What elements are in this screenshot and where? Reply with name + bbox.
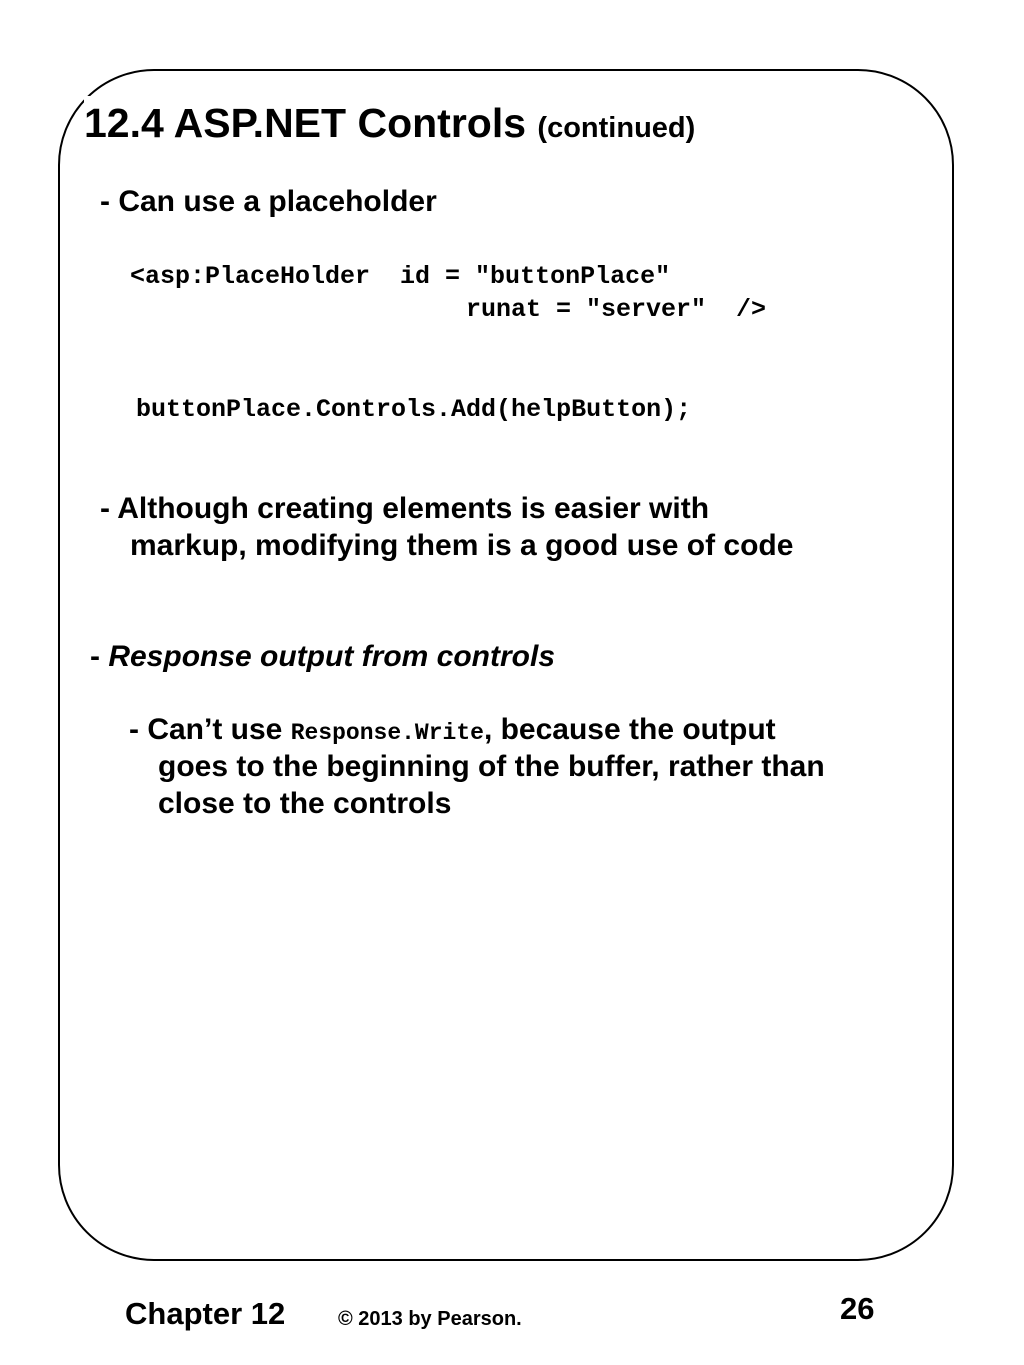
bullet-placeholder: - Can use a placeholder xyxy=(100,185,437,218)
code-line-placeholder-runat: runat = ″server″ /> xyxy=(466,295,767,324)
bullet-response-output xyxy=(90,638,555,675)
footer-copyright: © 2013 by Pearson. xyxy=(338,1308,522,1330)
sub-bullet-line-2: goes to the beginning of the buffer, rather than xyxy=(158,750,825,783)
footer-chapter: Chapter 12 xyxy=(125,1296,286,1331)
bullet-markup-line-1: - Although creating elements is easier with xyxy=(100,492,710,525)
sub-bullet-code: Response.Write xyxy=(290,720,484,746)
sub-bullet-suffix: , because the output xyxy=(483,713,776,746)
sub-bullet-line-1 xyxy=(129,711,776,752)
slide-title-main: 12.4 ASP.NET Controls xyxy=(84,100,527,146)
slide-title-sub: (continued) xyxy=(537,112,696,144)
bullet-response-text: Response output from controls xyxy=(108,640,556,673)
sub-bullet-prefix: - Can’t use xyxy=(129,713,291,746)
bullet-response-dash: - xyxy=(90,640,109,673)
slide-title xyxy=(84,96,699,155)
code-line-controls-add: buttonPlace.Controls.Add(helpButton); xyxy=(136,395,692,424)
code-line-placeholder-open: <asp:PlaceHolder id = ″buttonPlace″ xyxy=(130,262,671,291)
bullet-markup-line-2: markup, modifying them is a good use of code xyxy=(130,529,794,562)
footer-page-number: 26 xyxy=(840,1291,875,1326)
sub-bullet-line-3: close to the controls xyxy=(158,787,452,820)
